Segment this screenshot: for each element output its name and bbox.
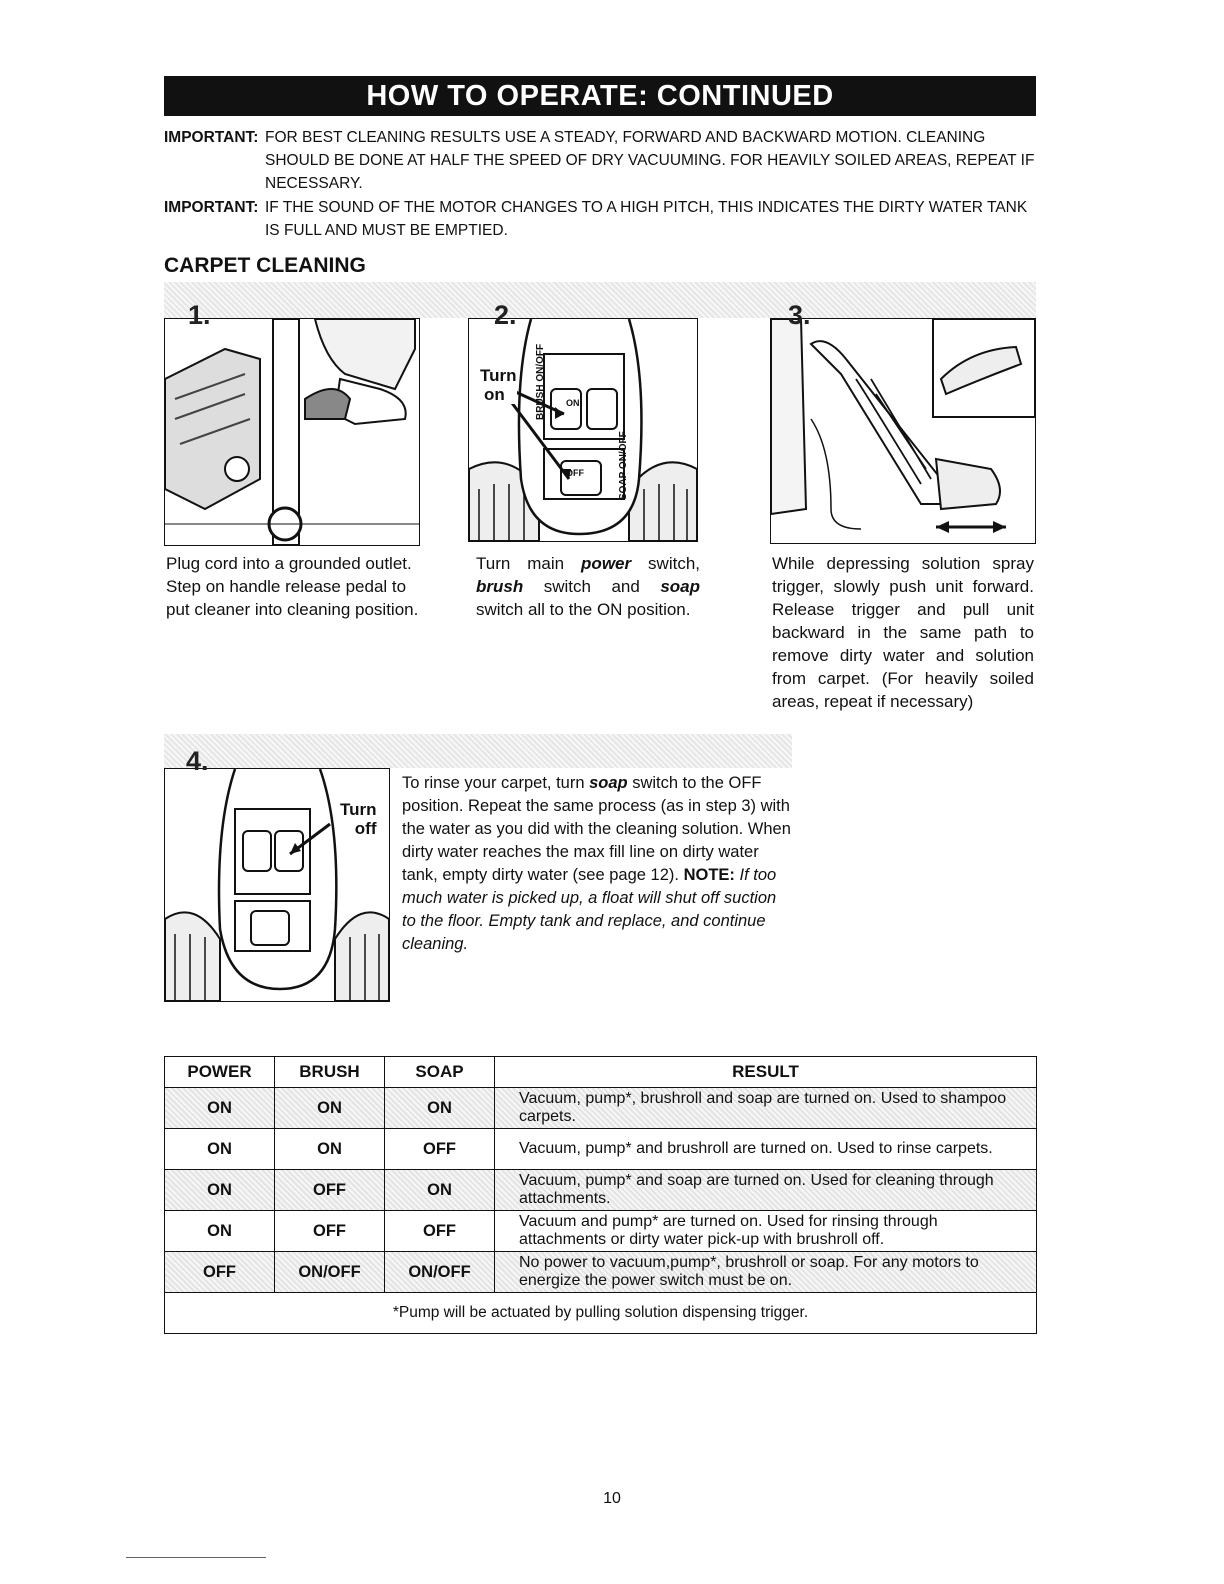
off-text: off: [354, 819, 377, 838]
brush-cell: ON: [275, 1129, 385, 1170]
step-1-caption: Plug cord into a grounded outlet. Step on handle release pedal to put cleaner into cleaning position.: [166, 554, 419, 619]
power-cell: ON: [165, 1129, 275, 1170]
important-label: IMPORTANT:: [164, 199, 259, 216]
header-brush: BRUSH: [275, 1057, 385, 1088]
page-number: 10: [603, 1490, 621, 1507]
cap-text: switch and: [523, 577, 661, 596]
step-4-band: [164, 734, 792, 768]
turn-text: Turn: [480, 366, 517, 385]
step-4-turn-label: [340, 800, 377, 838]
table-row: [165, 1129, 1037, 1170]
steps-band: [164, 282, 1036, 318]
soap-cell: OFF: [385, 1211, 495, 1252]
step-1-drawing: [165, 319, 419, 545]
important-label: IMPORTANT:: [164, 129, 259, 146]
off-switch-label: OFF: [566, 468, 584, 478]
step-2-caption: [476, 552, 700, 621]
result-cell: No power to vacuum,pump*, brushroll or soap. For any motors to energize the power switch must be on.: [495, 1252, 1037, 1293]
important-note-1: [164, 126, 1044, 195]
table-row: [165, 1170, 1037, 1211]
header-power: POWER: [165, 1057, 275, 1088]
table-footnote-row: [165, 1293, 1037, 1334]
step-3-illustration: [770, 318, 1036, 544]
cap-text: To rinse your carpet, turn: [402, 774, 590, 792]
soap-word: soap: [589, 774, 628, 792]
table-row: [165, 1088, 1037, 1129]
on-switch-label: ON: [566, 398, 580, 408]
table-row: [165, 1211, 1037, 1252]
footer-rule: [126, 1557, 266, 1558]
step-4-number: 4.: [186, 746, 209, 776]
important-note-2: [164, 196, 1044, 242]
result-cell: Vacuum, pump* and brushroll are turned on. Used to rinse carpets.: [495, 1129, 1037, 1170]
step-2-number: 2.: [494, 300, 517, 330]
step-4-caption: [402, 772, 792, 956]
brush-cell: ON/OFF: [275, 1252, 385, 1293]
step-3-caption: While depressing solution spray trigger, slowly push unit forward. Release trigger and pull unit backward in the same path to remove dirty water and solution from carpet. (For heavily soiled areas, repeat if necessary): [772, 554, 1034, 711]
header-soap: SOAP: [385, 1057, 495, 1088]
cap-text: switch all to the ON position.: [476, 600, 691, 619]
power-cell: ON: [165, 1170, 275, 1211]
soap-cell: ON: [385, 1170, 495, 1211]
power-cell: ON: [165, 1211, 275, 1252]
soap-cell: ON/OFF: [385, 1252, 495, 1293]
brush-switch-label: BRUSH ON/OFF: [535, 343, 546, 420]
turn-text: Turn: [340, 800, 377, 819]
soap-cell: OFF: [385, 1129, 495, 1170]
soap-word: soap: [660, 577, 700, 596]
result-cell: Vacuum and pump* are turned on. Used for rinsing through attachments or dirty water pick-up with brushroll off.: [495, 1211, 1037, 1252]
cap-text: switch,: [631, 554, 700, 573]
section-title: CARPET CLEANING: [164, 254, 366, 277]
header-result: RESULT: [495, 1057, 1037, 1088]
brush-word: brush: [476, 577, 524, 596]
step-1-illustration: [164, 318, 420, 546]
brush-cell: OFF: [275, 1211, 385, 1252]
result-cell: Vacuum, pump* and soap are turned on. Used for cleaning through attachments.: [495, 1170, 1037, 1211]
table-row: [165, 1252, 1037, 1293]
step-2-turn-label: [480, 366, 517, 404]
power-cell: OFF: [165, 1252, 275, 1293]
power-word: power: [581, 554, 632, 573]
step-2-illustration: [468, 318, 698, 542]
step-2-drawing: [469, 319, 697, 541]
step-3-drawing: [771, 319, 1035, 543]
cap-text: switch to the OFF position. Repeat the same process (as in step 3) with the water as you did with the cleaning solution. When dirty water reaches the max fill line on dirty water tank, empty dirty water (see page 12).: [402, 774, 791, 884]
switch-result-table: [164, 1056, 1037, 1334]
power-cell: ON: [165, 1088, 275, 1129]
table-header-row: [165, 1057, 1037, 1088]
important-text: FOR BEST CLEANING RESULTS USE A STEADY, FORWARD AND BACKWARD MOTION. CLEANING SHOULD BE DONE AT HALF THE SPEED OF DRY VACUUMING. FOR HEAVILY SOILED AREAS, REPEAT IF NECESSARY.: [265, 129, 1035, 192]
brush-cell: ON: [275, 1088, 385, 1129]
brush-cell: OFF: [275, 1170, 385, 1211]
on-text: on: [484, 385, 505, 404]
result-cell: Vacuum, pump*, brushroll and soap are turned on. Used to shampoo carpets.: [495, 1088, 1037, 1129]
note-label: NOTE:: [683, 866, 735, 884]
step-3-number: 3.: [788, 300, 811, 330]
soap-cell: ON: [385, 1088, 495, 1129]
cap-text: Turn main: [476, 554, 582, 573]
table-footnote: *Pump will be actuated by pulling solution dispensing trigger.: [165, 1293, 1037, 1334]
step-1-number: 1.: [188, 300, 211, 330]
important-text: IF THE SOUND OF THE MOTOR CHANGES TO A HIGH PITCH, THIS INDICATES THE DIRTY WATER TANK IS FULL AND MUST BE EMPTIED.: [265, 199, 1028, 239]
soap-switch-label: SOAP ON/OFF: [618, 431, 629, 500]
page-title: HOW TO OPERATE: CONTINUED: [164, 76, 1036, 116]
note-text: If too much water is picked up, a float will shut off suction to the floor. Empty tank and replace, and continue cleaning.: [402, 866, 777, 953]
